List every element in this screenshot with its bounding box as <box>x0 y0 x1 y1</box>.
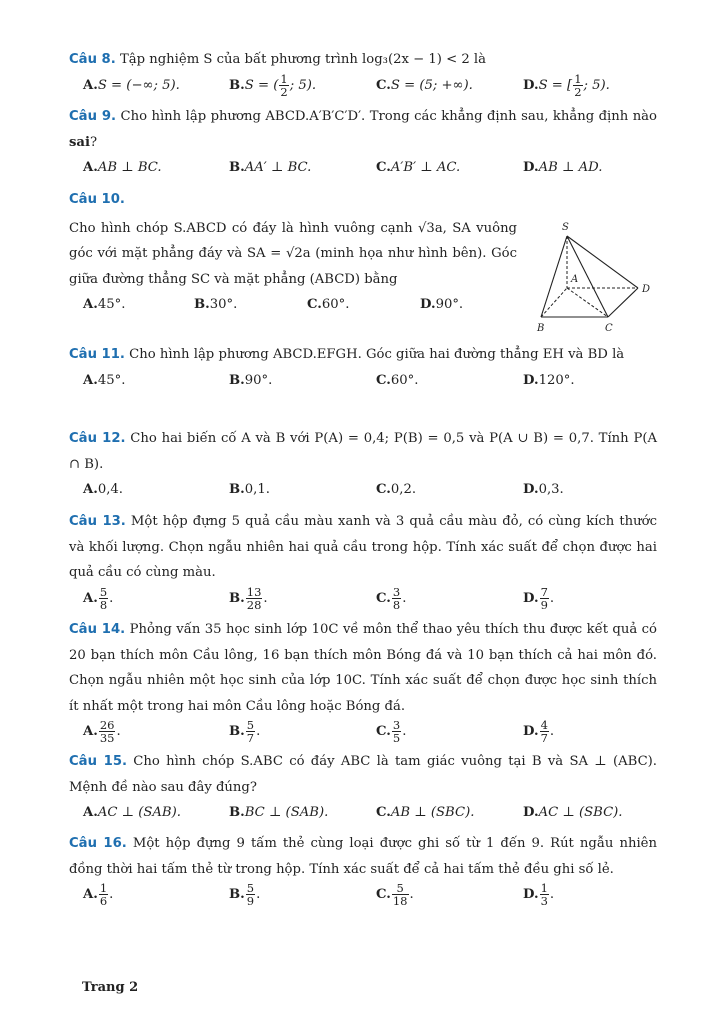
option-c[interactable]: C.A′B′ ⊥ AC. <box>376 160 461 175</box>
option-b[interactable]: B.90°. <box>229 372 273 388</box>
option-b[interactable]: B. $\frac{5}{9}$ . <box>229 881 261 908</box>
option-c[interactable]: C.60°. <box>376 372 419 388</box>
option-c[interactable]: C.AB ⊥ (SBC). <box>376 805 475 820</box>
option-a[interactable]: A.S = (−∞; 5). <box>83 77 180 93</box>
option-d[interactable]: D.AC ⊥ (SBC). <box>523 805 623 820</box>
question-text: Một hộp đựng 5 quả cầu màu xanh và 3 quả cầu màu đỏ, có cùng kích thước và khối lượng. Chọn ngẫu nhiên hai quả cầu trong hộp. Tính xác suất để chọn được hai quả cầu có cùng màu. <box>69 514 657 580</box>
question-15 <box>69 749 657 825</box>
question-label: Câu 9. <box>69 109 117 124</box>
option-c[interactable]: C. $\frac{3}{8}$ . <box>376 584 407 612</box>
question-text: Cho hình chóp S.ABCD có đáy là hình vuông cạnh √3a, SA vuông góc với mặt phẳng đáy và SA = √2a (minh họa như hình bên). Góc giữa đường thẳng SC và mặt phẳng (ABCD) bằng <box>69 220 517 287</box>
question-label: Câu 16. <box>69 836 127 851</box>
answer-options <box>69 73 657 98</box>
option-a[interactable]: A.AB ⊥ BC. <box>83 160 162 175</box>
option-a[interactable]: A.45°. <box>83 372 126 388</box>
option-c[interactable]: C.S = (5; +∞). <box>376 77 473 93</box>
answer-options <box>69 368 657 393</box>
option-b[interactable]: B.S = ( $\frac{1}{2}$ ; 5). <box>229 71 317 99</box>
option-b[interactable]: B.0,1. <box>229 482 270 497</box>
label-b: B <box>537 323 545 334</box>
question-emphasis: sai <box>69 134 90 150</box>
option-d[interactable]: D.0,3. <box>523 482 564 497</box>
option-b[interactable]: B.30°. <box>194 297 238 312</box>
option-b[interactable]: B.BC ⊥ (SAB). <box>229 805 329 820</box>
answer-options <box>69 882 657 916</box>
question-text: Cho hai biến cố A và B với P(A) = 0,4; P(B) = 0,5 và P(A ∪ B) = 0,7. Tính P(A ∩ B). <box>69 431 657 472</box>
answer-options <box>69 800 657 825</box>
option-a[interactable]: A.0,4. <box>83 482 123 497</box>
option-c[interactable]: C.0,2. <box>376 482 417 497</box>
option-d[interactable]: D.S = [ $\frac{1}{2}$ ; 5). <box>523 71 610 99</box>
answer-options <box>69 586 657 620</box>
question-text: Cho hình chóp S.ABC có đáy ABC là tam giác vuông tại B và SA ⊥ (ABC). Mệnh đề nào sau đây đúng? <box>69 754 657 795</box>
question-label: Câu 8. <box>69 52 116 67</box>
question-14 <box>69 617 657 753</box>
option-d[interactable]: D.90°. <box>420 297 464 312</box>
option-a[interactable]: A. $\frac{5}{8}$ . <box>83 584 114 612</box>
question-label: Câu 12. <box>69 431 126 446</box>
page-footer: Trang 2 <box>82 980 139 995</box>
edge-ac <box>567 288 608 317</box>
answer-options <box>69 477 657 502</box>
edge-ab <box>541 288 567 317</box>
option-a[interactable]: A. $\frac{1}{6}$ . <box>83 881 114 908</box>
label-a: A <box>571 274 579 285</box>
option-a[interactable]: A. $\frac{26}{35}$ . <box>83 718 121 745</box>
label-c: C <box>605 323 613 334</box>
answer-options <box>69 155 657 180</box>
option-d[interactable]: D.120°. <box>523 372 575 388</box>
option-b[interactable]: B.AA′ ⊥ BC. <box>229 160 312 175</box>
answer-options <box>69 719 657 753</box>
option-d[interactable]: D. $\frac{7}{9}$ . <box>523 584 555 612</box>
question-label: Câu 10. <box>69 192 125 207</box>
question-label: Câu 11. <box>69 347 125 362</box>
question-label: Câu 14. <box>69 622 126 637</box>
option-b[interactable]: B. $\frac{5}{7}$ . <box>229 718 261 745</box>
question-9: Câu 9. Cho hình lập phương ABCD.A′B′C′D′. Trong các khẳng định sau, khẳng định nào sai? A.AB ⊥ BC. B.AA′ ⊥ BC. C.A′B′ ⊥ AC. D.AB ⊥ AD. <box>69 104 657 180</box>
question-label: Câu 15. <box>69 754 128 769</box>
option-a[interactable]: A.45°. <box>83 297 126 312</box>
question-text: Một hộp đựng 9 tấm thẻ cùng loại được ghi số từ 1 đến 9. Rút ngẫu nhiên đồng thời hai tấm thẻ từ trong hộp. Tính xác suất để cả hai tấm thẻ đều ghi số lẻ. <box>69 836 657 877</box>
question-text: Tập nghiệm S của bất phương trình log₃(2x − 1) < 2 là <box>119 52 486 67</box>
option-b[interactable]: B. $\frac{13}{28}$ . <box>229 584 268 612</box>
edge-cd <box>608 288 638 317</box>
question-label: Câu 13. <box>69 514 126 529</box>
option-a[interactable]: A.AC ⊥ (SAB). <box>83 805 181 820</box>
question-11 <box>69 342 657 393</box>
label-d: D <box>642 284 651 295</box>
label-s: S <box>562 222 569 233</box>
question-text: Cho hình lập phương ABCD.A′B′C′D′. Trong các khẳng định sau, khẳng định nào <box>120 109 657 124</box>
question-16 <box>69 831 657 916</box>
option-c[interactable]: C.60°. <box>307 297 350 312</box>
option-c[interactable]: C. $\frac{3}{5}$ . <box>376 718 407 745</box>
option-d[interactable]: D. $\frac{4}{7}$ . <box>523 718 555 745</box>
option-d[interactable]: D. $\frac{1}{3}$ . <box>523 881 555 908</box>
answer-options <box>69 292 517 317</box>
question-8 <box>69 47 657 98</box>
question-12 <box>69 426 657 502</box>
edge-sb <box>541 236 567 317</box>
option-c[interactable]: C. $\frac{5}{18}$ . <box>376 881 414 908</box>
pyramid-figure <box>528 218 658 340</box>
option-d[interactable]: D.AB ⊥ AD. <box>523 160 603 175</box>
question-text: Phỏng vấn 35 học sinh lớp 10C về môn thể thao yêu thích thu được kết quả có 20 bạn thích môn Cầu lông, 16 bạn thích môn Bóng đá và 10 bạn thích cả hai môn đó. Chọn ngẫu nhiên một học sinh của lớp 10C. Tính xác suất để chọn được học sinh thích ít nhất một trong hai môn Cầu lông hoặc Bóng đá. <box>69 622 657 714</box>
question-13 <box>69 509 657 620</box>
question-text: Cho hình lập phương ABCD.EFGH. Góc giữa hai đường thẳng EH và BD là <box>129 347 625 362</box>
